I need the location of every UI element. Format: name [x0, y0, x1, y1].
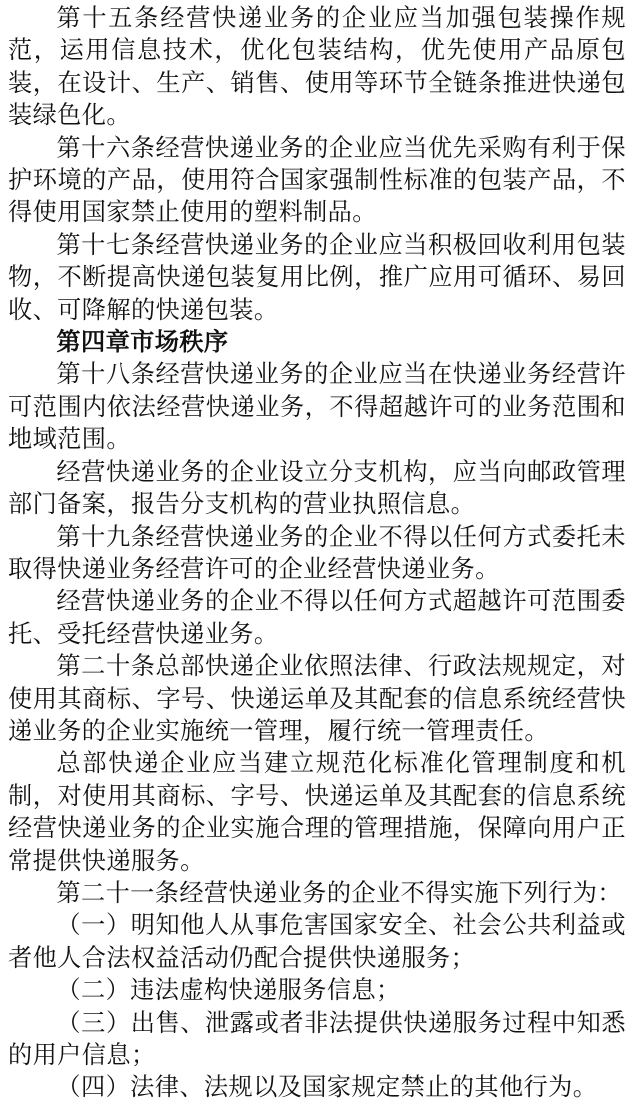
article-21-item-2: （二）违法虚构快递服务信息；: [56, 976, 401, 1005]
article-21-paragraph: 第二十一条经营快递业务的企业不得实施下列行为：: [56, 878, 622, 907]
article-15-paragraph: 第十五条经营快递业务的企业应当加强包装操作规范，运用信息技术，优化包装结构，优先使用产品原包装，在设计、生产、销售、使用等环节全链条推进快递包装绿色化。: [8, 4, 626, 130]
article-17-paragraph: 第十七条经营快递业务的企业应当积极回收利用包装物，不断提高快递包装复用比例，推广应用可循环、易回收、可降解的快递包装。: [8, 230, 626, 324]
article-20-paragraph: 第二十条总部快递企业依照法律、行政法规规定，对使用其商标、字号、快递运单及其配套的信息系统经营快递业务的企业实施统一管理，履行统一管理责任。: [8, 652, 626, 745]
article-19-clause-2: 经营快递业务的企业不得以任何方式超越许可范围委托、受托经营快递业务。: [8, 587, 626, 648]
article-18-clause-2: 经营快递业务的企业设立分支机构，应当向邮政管理部门备案，报告分支机构的营业执照信息。: [8, 457, 626, 519]
article-21-item-1: （一）明知他人从事危害国家安全、社会公共利益或者他人合法权益活动仍配合提供快递服务；: [8, 911, 626, 972]
article-21-item-4: （四）法律、法规以及国家规定禁止的其他行为。: [56, 1073, 598, 1102]
article-21-item-3: （三）出售、泄露或者非法提供快递服务过程中知悉的用户信息；: [8, 1008, 626, 1069]
article-16-paragraph: 第十六条经营快递业务的企业应当优先采购有利于保护环境的产品，使用符合国家强制性标准的包装产品，不得使用国家禁止使用的塑料制品。: [8, 133, 626, 227]
article-19-paragraph: 第十九条经营快递业务的企业不得以任何方式委托未取得快递业务经营许可的企业经营快递业务。: [8, 522, 626, 583]
article-18-paragraph: 第十八条经营快递业务的企业应当在快递业务经营许可范围内依法经营快递业务，不得超越许可的业务范围和地域范围。: [8, 360, 626, 454]
chapter-heading: 第四章市场秩序: [56, 327, 229, 357]
article-20-clause-2: 总部快递企业应当建立规范化标准化管理制度和机制，对使用其商标、字号、快递运单及其配套的信息系统经营快递业务的企业实施合理的管理措施，保障向用户正常提供快递服务。: [8, 749, 626, 875]
